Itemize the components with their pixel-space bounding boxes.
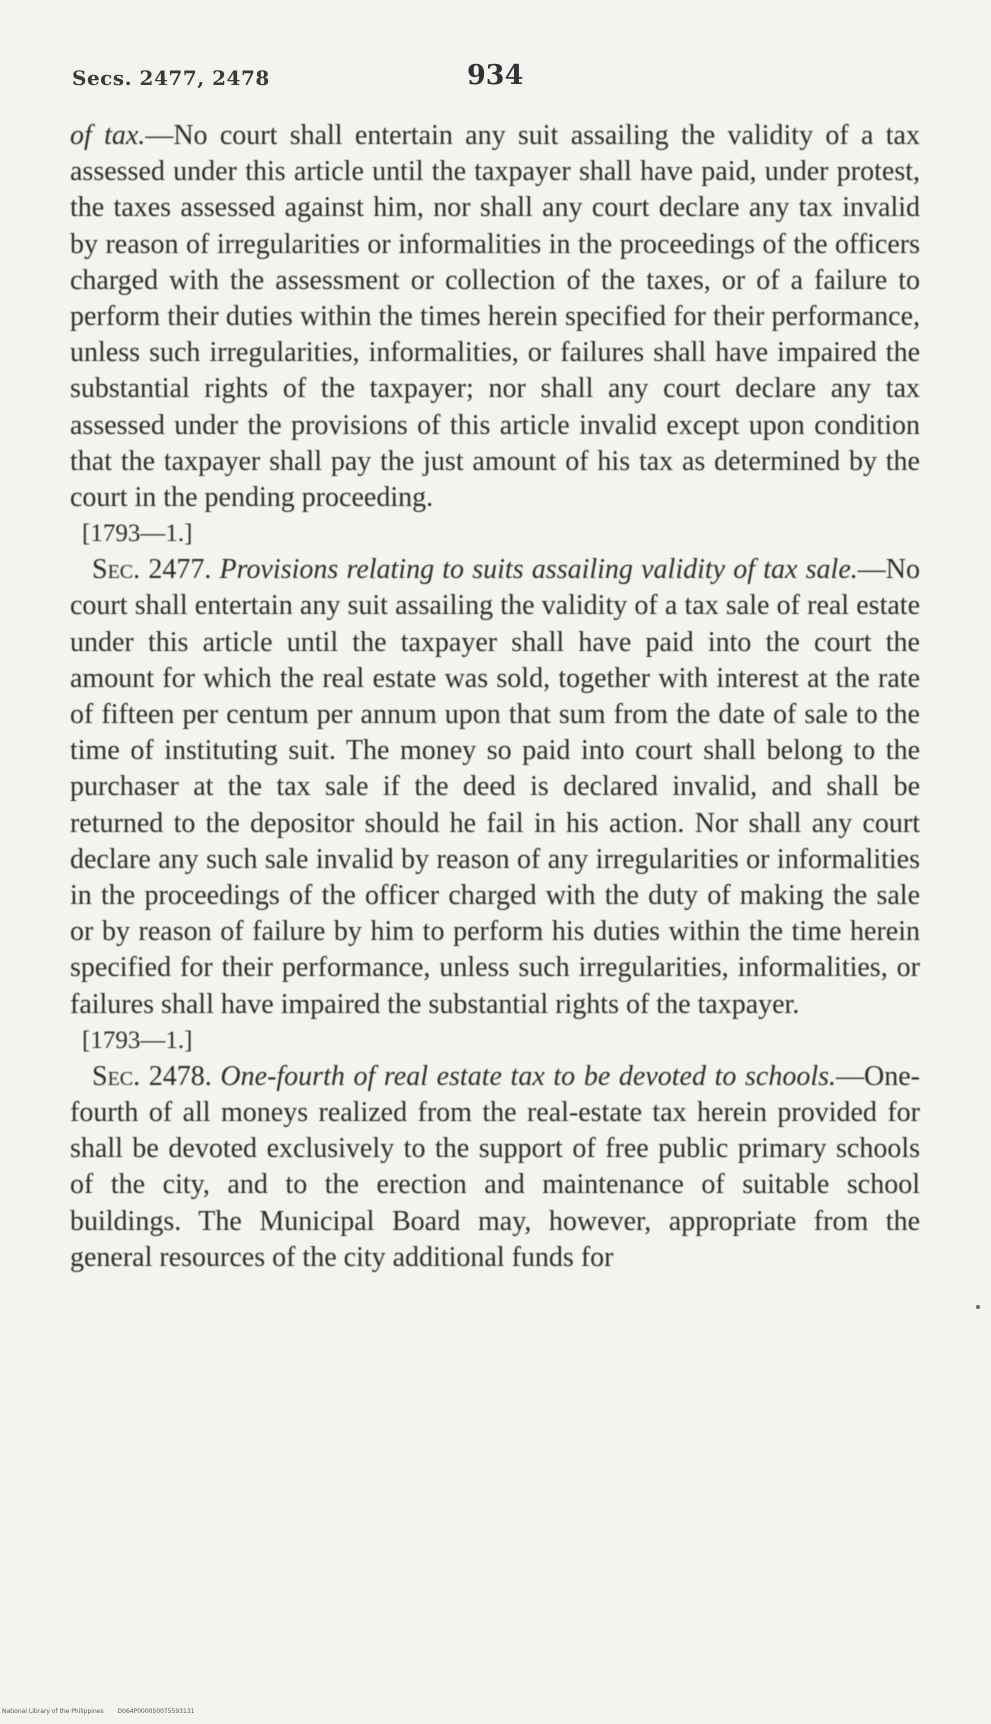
page-number: 934: [467, 60, 524, 91]
section-range: Secs. 2477, 2478: [72, 66, 270, 90]
document-id: D064P000050075593131: [117, 1708, 195, 1715]
citation: [1793—1.]: [82, 1026, 193, 1054]
section-label: Sec. 2478.: [92, 1060, 212, 1092]
library-name: National Library of the Philippines: [2, 1708, 104, 1715]
page-body: [70, 118, 920, 1276]
paragraph-continuation: [70, 118, 920, 516]
section-text: —No court shall entertain any suit assailing the validity of a tax sale of real estate under this article until the taxpayer shall have paid into the court the amount for which the real estate was sold, together with interest at the rate of fifteen per centum per annum upon that sum from the date of sale to the time of instituting suit. The money so paid into court shall belong to the purchaser at the tax sale if the deed is declared invalid, and shall be returned to the depositor should he fail in his action. Nor shall any court declare any such sale invalid by reason of any irregularities or informalities in the proceedings of the officer charged with the duty of making the sale or by reason of failure by him to perform his duties within the time herein specified for their performance, unless such irregularities, informalities, or failures shall have impaired the substantial rights of the taxpayer.: [70, 554, 921, 1020]
scan-footer: [0, 1708, 600, 1718]
section-label: Sec. 2477.: [92, 554, 212, 586]
section-title: One-fourth of real estate tax to be devoted to schools.: [220, 1060, 837, 1092]
scan-speck: [976, 1305, 980, 1309]
paragraph-text: —No court shall entertain any suit assailing the validity of a tax assessed under this article until the taxpayer shall have paid, under protest, the taxes assessed against him, nor shall any court declare any tax invalid by reason of irregularities or informalities in the proceedings of the officers charged with the assessment or collection of the taxes, or of a failure to perform their duties within the times herein specified for their performance, unless such irregularities, informalities, or failures shall have impaired the substantial rights of the taxpayer; nor shall any court declare any tax assessed under the provisions of this article invalid except upon condition that the taxpayer shall pay the just amount of his tax as determined by the court in the pending proceeding.: [70, 120, 920, 514]
section-2478: [70, 1059, 920, 1276]
page-header: [72, 60, 912, 100]
section-2477: [70, 552, 920, 1023]
section-text: —One-fourth of all moneys realized from the real-estate tax herein provided for shall be devoted exclusively to the support of free public primary schools of the city, and to the erection and maintenance of suitable school buildings. The Municipal Board may, however, appropriate from the general resources of the city additional funds for: [70, 1060, 920, 1273]
citation: [1793—1.]: [82, 520, 193, 548]
paragraph-title: of tax.: [70, 120, 146, 151]
section-title: Provisions relating to suits assailing validity of tax sale.: [219, 554, 858, 586]
